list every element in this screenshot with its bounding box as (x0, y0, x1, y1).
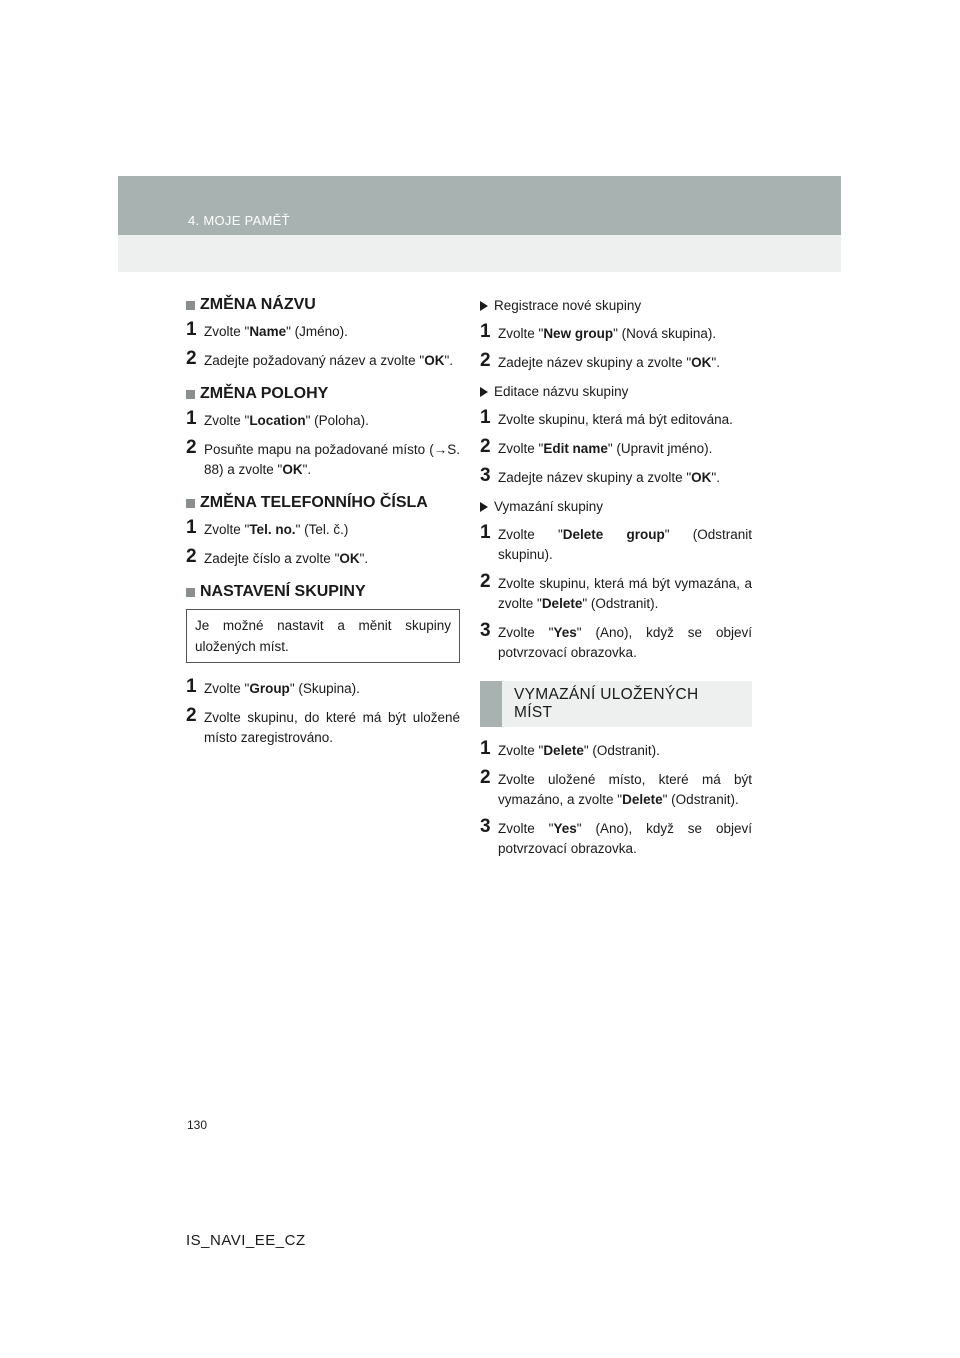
step: 1 Zvolte "Delete" (Odstranit). (480, 738, 660, 759)
step: 1 Zvolte "Name" (Jméno). (186, 319, 348, 340)
header-band (118, 176, 841, 272)
subsection-heading: Registrace nové skupiny (480, 296, 752, 316)
header-bar (118, 176, 841, 235)
square-bullet-icon (186, 588, 195, 597)
step: 2 Zadejte požadovaný název a zvolte "OK". (186, 348, 453, 369)
step: 2 Zvolte skupinu, která má být vymazána, a zvolte "Delete" (Odstranit). (480, 571, 752, 611)
step: 1 Zvolte "Tel. no." (Tel. č.) (186, 517, 349, 538)
info-note: Je možné nastavit a měnit skupiny uložených míst. (186, 609, 460, 663)
banner-title-line1: VYMAZÁNÍ ULOŽENÝCH (514, 686, 699, 703)
step: 2 Zvolte uložené místo, které má být vymazáno, a zvolte "Delete" (Odstranit). (480, 767, 752, 807)
subsection-heading: Editace názvu skupiny (480, 382, 752, 402)
chapter-title: 4. MOJE PAMĚŤ (188, 213, 290, 228)
subsection-heading: Vymazání skupiny (480, 497, 752, 517)
triangle-bullet-icon (480, 502, 488, 512)
square-bullet-icon (186, 390, 195, 399)
right-column (480, 296, 752, 868)
triangle-bullet-icon (480, 301, 488, 311)
step: 3 Zvolte "Yes" (Ano), když se objeví potvrzovací obrazovka. (480, 620, 752, 660)
banner-accent-bar (480, 681, 502, 727)
document-id: IS_NAVI_EE_CZ (186, 1232, 306, 1249)
section-heading: ZMĚNA TELEFONNÍHO ČÍSLA (186, 494, 460, 512)
step: 2 Zvolte skupinu, do které má být uložené místo zaregistrováno. (186, 705, 460, 745)
square-bullet-icon (186, 301, 195, 310)
banner-title-line2: MÍST (514, 704, 553, 721)
section-heading: ZMĚNA POLOHY (186, 385, 460, 403)
step: 1 Zvolte "Delete group" (Odstranit skupinu). (480, 522, 752, 562)
step: 1 Zvolte "New group" (Nová skupina). (480, 321, 717, 342)
section-heading: ZMĚNA NÁZVU (186, 296, 460, 314)
step: 3 Zadejte název skupiny a zvolte "OK". (480, 465, 720, 486)
step: 3 Zvolte "Yes" (Ano), když se objeví potvrzovací obrazovka. (480, 816, 752, 856)
step: 2 Zadejte číslo a zvolte "OK". (186, 546, 369, 567)
left-column (186, 296, 460, 757)
step: 2 Zvolte "Edit name" (Upravit jméno). (480, 436, 713, 457)
section-heading: NASTAVENÍ SKUPINY (186, 583, 460, 601)
step: 2 Zadejte název skupiny a zvolte "OK". (480, 350, 720, 371)
page-number: 130 (187, 1118, 208, 1132)
step: 2 Posuňte mapu na požadované místo (→S. 88) a zvolte "OK". (186, 437, 460, 477)
step: 1 Zvolte "Location" (Poloha). (186, 408, 369, 429)
square-bullet-icon (186, 499, 195, 508)
step: 1 Zvolte "Group" (Skupina). (186, 676, 360, 697)
section-banner (480, 681, 752, 727)
triangle-bullet-icon (480, 387, 488, 397)
step: 1 Zvolte skupinu, která má být editována. (480, 407, 733, 428)
